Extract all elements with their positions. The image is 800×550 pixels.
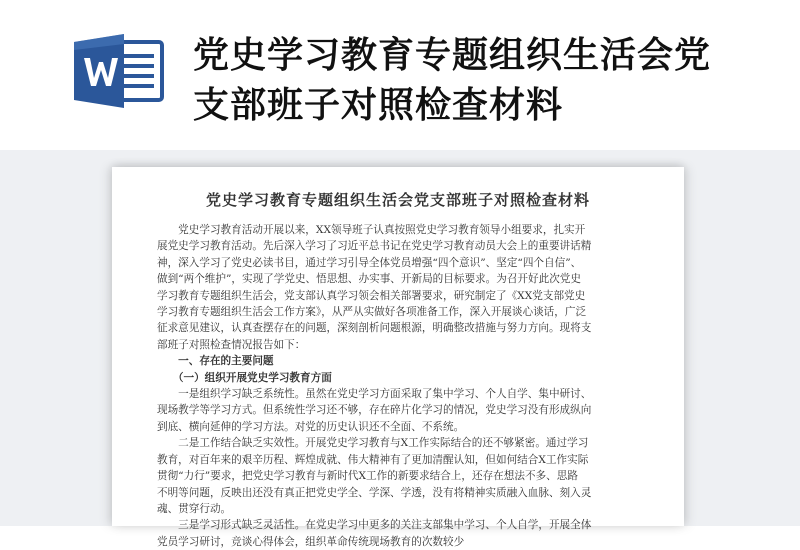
paragraph-line: 学习教育专题组织生活会，党支部认真学习领会相关部署要求，研究制定了《XX党支部党史 — [157, 289, 586, 302]
title-line-2: 支部班子对照检查材料 — [193, 85, 564, 126]
paragraph-line: 学习教育专题组织生活会工作方案》，从严从实做好各项准备工作，深入开展谈心谈话，广泛 — [157, 306, 587, 319]
page-title — [193, 31, 793, 131]
title-line-1: 党史学习教育专题组织生活会党 — [193, 35, 712, 76]
paragraph-line: 部班子对照检查情况报告如下： — [157, 338, 306, 351]
paragraph-line: 神，深入学习了党史必读书目，通过学习引导全体党员增强“四个意识”、坚定“四个自信”、 — [157, 256, 582, 269]
paragraph-line: 党员学习研讨，竞谈心得体会，组织革命传统现场教育的次数较少 — [157, 535, 465, 548]
paragraph-line: 三是学习形式缺乏灵活性。在党史学习中更多的关注支部集中学习、个人自学，开展全体 — [157, 519, 592, 532]
paragraph-line: 到底、横向延伸的学习方法。对党的历史认识还不全面、不系统。 — [157, 420, 465, 433]
word-icon — [72, 34, 164, 108]
paragraph-line: 展党史学习教育活动。先后深入学习了习近平总书记在党史学习教育动员大会上的重要讲话精 — [157, 240, 592, 253]
document-body — [157, 222, 647, 550]
paragraph-line: 现场教学等学习方式。但系统性学习还不够，存在碎片化学习的情况，党史学习没有形成纵向 — [157, 404, 592, 417]
paragraph-line: 教育，对百年来的艰辛历程、辉煌成就、伟大精神有了更加清醒认知，但如何结合X工作实际 — [157, 453, 589, 466]
paragraph-line: 二是工作结合缺乏实效性。开展党史学习教育与X工作实际结合的还不够紧密。通过学习 — [157, 437, 589, 450]
paragraph-line: 党史学习教育活动开展以来，XX领导班子认真按照党史学习教育领导小组要求，扎实开 — [157, 224, 586, 236]
paragraph-line: 贯彻“力行”要求，把党史学习教育与新时代X工作的新要求结合上，还存在想法不多、思路 — [157, 470, 578, 483]
paragraph-line: 做到“两个维护”，实现了学党史、悟思想、办实事、开新局的目标要求。为召开好此次党史 — [157, 273, 581, 286]
paragraph-line: 一是组织学习缺乏系统性。虽然在党史学习方面采取了集中学习、个人自学、集中研讨、 — [157, 388, 592, 401]
section-heading-line: （一）组织开展党史学习教育方面 — [157, 371, 332, 384]
paragraph-line: 征求意见建议，认真查摆存在的问题，深刻剖析问题根源，明确整改措施与努力方向。现将支 — [157, 322, 592, 335]
document-page[interactable] — [112, 167, 684, 548]
paragraph-line: 魂、贯穿行动。 — [157, 502, 232, 515]
document-title: 党史学习教育专题组织生活会党支部班子对照检查材料 — [205, 191, 590, 209]
paragraph-line: 不明等问题，反映出还没有真正把党史学全、学深、学透，没有将精神实质融入血脉、刻入灵 — [157, 486, 592, 499]
header — [0, 0, 800, 150]
section-heading-line: 一、存在的主要问题 — [157, 355, 274, 368]
